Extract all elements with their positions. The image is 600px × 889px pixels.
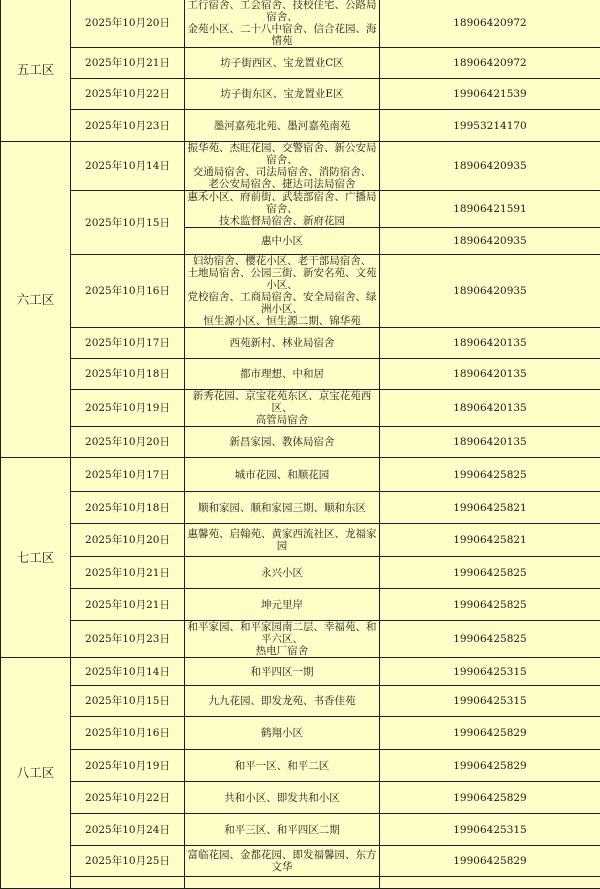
table-row bbox=[1, 390, 600, 427]
area-cell bbox=[185, 191, 380, 228]
area-line: 热电厂宿舍 bbox=[187, 645, 377, 657]
schedule-body bbox=[1, 0, 600, 889]
area-line: 西苑新村、林业局宿舍 bbox=[187, 337, 377, 349]
table-row bbox=[1, 717, 600, 750]
area-line: 坊子街东区、宝龙置业E区 bbox=[187, 88, 377, 100]
table-row bbox=[1, 359, 600, 390]
phone-cell: 19906425829 bbox=[380, 846, 600, 877]
area-cell bbox=[185, 390, 380, 427]
phone-cell: 19906425825 bbox=[380, 621, 600, 658]
table-row bbox=[1, 492, 600, 524]
area-cell bbox=[185, 750, 380, 782]
phone-cell: 19906425821 bbox=[380, 524, 600, 557]
table-row bbox=[1, 589, 600, 621]
table-row bbox=[1, 782, 600, 814]
table-row bbox=[1, 814, 600, 846]
area-line: 党校宿舍、工商局宿舍、安全局宿舍、绿洲小区、 bbox=[187, 291, 377, 315]
area-line: 工行宿舍、工会宿舍、技校住宅、公路局宿舍、 bbox=[187, 0, 377, 23]
area-line: 富临花园、金都花园、即发福馨园、东方文华 bbox=[187, 849, 377, 873]
phone-cell: 18906420135 bbox=[380, 328, 600, 359]
phone-cell: 19953214170 bbox=[380, 110, 600, 142]
area-cell bbox=[185, 458, 380, 492]
table-row bbox=[1, 686, 600, 717]
date-cell: 2025年10月17日 bbox=[71, 328, 185, 359]
area-cell bbox=[185, 0, 380, 48]
phone-cell: 18906420935 bbox=[380, 142, 600, 191]
area-line: 高管局宿舍 bbox=[187, 414, 377, 426]
area-line: 振华苑、杰旺花园、交警宿舍、新公安局宿舍、 bbox=[187, 142, 377, 166]
table-row bbox=[1, 110, 600, 142]
phone-cell: 18906420135 bbox=[380, 427, 600, 458]
area-cell bbox=[185, 621, 380, 658]
date-cell: 2025年10月15日 bbox=[71, 686, 185, 717]
area-cell bbox=[185, 255, 380, 328]
table-row bbox=[1, 427, 600, 458]
date-cell bbox=[71, 877, 185, 889]
date-cell: 2025年10月16日 bbox=[71, 717, 185, 750]
area-cell bbox=[185, 557, 380, 589]
date-cell: 2025年10月22日 bbox=[71, 79, 185, 110]
date-cell: 2025年10月20日 bbox=[71, 0, 185, 48]
table-row bbox=[1, 621, 600, 658]
table-row bbox=[1, 557, 600, 589]
area-cell bbox=[185, 717, 380, 750]
area-cell bbox=[185, 589, 380, 621]
date-cell: 2025年10月20日 bbox=[71, 427, 185, 458]
district-name-cell: 五工区 bbox=[1, 0, 71, 142]
phone-cell: 18906420972 bbox=[380, 48, 600, 79]
table-row bbox=[1, 79, 600, 110]
phone-cell: 19906425315 bbox=[380, 814, 600, 846]
phone-cell: 18906420135 bbox=[380, 390, 600, 427]
phone-cell: 19906425315 bbox=[380, 658, 600, 686]
area-cell bbox=[185, 782, 380, 814]
area-line: 恒生源小区、恒生源二期、锦华苑 bbox=[187, 315, 377, 327]
area-line: 惠禾小区、府前街、武装部宿舍、广播局宿舍、 bbox=[187, 191, 377, 215]
date-cell: 2025年10月22日 bbox=[71, 782, 185, 814]
date-cell: 2025年10月19日 bbox=[71, 750, 185, 782]
area-line: 都市理想、中和居 bbox=[187, 368, 377, 380]
table-row bbox=[1, 458, 600, 492]
table-row bbox=[1, 524, 600, 557]
area-cell bbox=[185, 686, 380, 717]
area-cell bbox=[185, 359, 380, 390]
area-cell bbox=[185, 142, 380, 191]
area-line: 墨河嘉苑北苑、墨河嘉苑南苑 bbox=[187, 120, 377, 132]
phone-cell: 18906420935 bbox=[380, 255, 600, 328]
table-row bbox=[1, 877, 600, 889]
area-cell bbox=[185, 110, 380, 142]
table-row bbox=[1, 142, 600, 191]
area-line: 城市花园、和顺花园 bbox=[187, 469, 377, 481]
table-row bbox=[1, 48, 600, 79]
date-cell: 2025年10月24日 bbox=[71, 814, 185, 846]
table-row bbox=[1, 658, 600, 686]
date-cell: 2025年10月21日 bbox=[71, 48, 185, 79]
area-line: 九九花园、即发龙苑、书香佳苑 bbox=[187, 695, 377, 707]
area-line: 新昌家园、教体局宿舍 bbox=[187, 436, 377, 448]
area-line: 和平家园、和平家园南二层、幸福苑、和平六区、 bbox=[187, 621, 377, 645]
date-cell: 2025年10月18日 bbox=[71, 492, 185, 524]
area-line: 金苑小区、二十八中宿舍、信合花园、海情苑 bbox=[187, 23, 377, 47]
area-cell bbox=[185, 846, 380, 877]
date-cell: 2025年10月21日 bbox=[71, 557, 185, 589]
area-cell bbox=[185, 492, 380, 524]
area-cell bbox=[185, 814, 380, 846]
district-name-cell: 八工区 bbox=[1, 658, 71, 889]
date-cell: 2025年10月14日 bbox=[71, 142, 185, 191]
phone-cell: 19906425315 bbox=[380, 686, 600, 717]
phone-cell: 19906425821 bbox=[380, 492, 600, 524]
area-cell bbox=[185, 427, 380, 458]
area-line: 和平一区、和平二区 bbox=[187, 760, 377, 772]
phone-cell: 19906425825 bbox=[380, 589, 600, 621]
area-cell bbox=[185, 228, 380, 255]
phone-cell: 19906425829 bbox=[380, 750, 600, 782]
area-line: 共和小区、即发共和小区 bbox=[187, 792, 377, 804]
phone-cell: 18906420972 bbox=[380, 0, 600, 48]
phone-cell: 19906425825 bbox=[380, 557, 600, 589]
area-cell bbox=[185, 524, 380, 557]
table-row bbox=[1, 750, 600, 782]
area-cell bbox=[185, 328, 380, 359]
date-cell: 2025年10月14日 bbox=[71, 658, 185, 686]
area-line: 惠中小区 bbox=[187, 235, 377, 247]
district-name-cell: 六工区 bbox=[1, 142, 71, 458]
area-line: 永兴小区 bbox=[187, 567, 377, 579]
date-cell: 2025年10月25日 bbox=[71, 846, 185, 877]
date-cell: 2025年10月23日 bbox=[71, 621, 185, 658]
area-line: 老公安局宿舍、捷达司法局宿舍 bbox=[187, 178, 377, 190]
date-cell: 2025年10月23日 bbox=[71, 110, 185, 142]
phone-cell: 19906425829 bbox=[380, 717, 600, 750]
table-row bbox=[1, 328, 600, 359]
phone-cell: 18906420135 bbox=[380, 359, 600, 390]
area-line: 鹤翔小区 bbox=[187, 727, 377, 739]
area-cell bbox=[185, 48, 380, 79]
table-row bbox=[1, 0, 600, 48]
area-line: 新秀花园、京宝花苑东区、京宝花苑西区、 bbox=[187, 390, 377, 414]
phone-cell: 19906425829 bbox=[380, 782, 600, 814]
phone-cell: 18906420935 bbox=[380, 228, 600, 255]
table-row bbox=[1, 255, 600, 328]
phone-cell: 19906421539 bbox=[380, 79, 600, 110]
area-line: 妇幼宿舍、樱花小区、老干部局宿舍、 bbox=[187, 255, 377, 267]
phone-cell: 18906421591 bbox=[380, 191, 600, 228]
area-line: 坊子街西区、宝龙置业C区 bbox=[187, 57, 377, 69]
area-cell bbox=[185, 79, 380, 110]
area-line: 土地局宿舍、公园三街、新安名苑、文苑小区、 bbox=[187, 267, 377, 291]
area-cell bbox=[185, 658, 380, 686]
date-cell: 2025年10月16日 bbox=[71, 255, 185, 328]
area-line: 顺和家园、顺和家园三期、顺和东区 bbox=[187, 502, 377, 514]
date-cell: 2025年10月19日 bbox=[71, 390, 185, 427]
area-line: 技术监督局宿舍、新府花园 bbox=[187, 215, 377, 227]
area-line: 和平四区一期 bbox=[187, 666, 377, 678]
phone-cell bbox=[380, 877, 600, 889]
area-line: 交通局宿舍、司法局宿舍、消防宿舍、 bbox=[187, 166, 377, 178]
date-cell: 2025年10月20日 bbox=[71, 524, 185, 557]
area-line: 坤元里岸 bbox=[187, 599, 377, 611]
date-cell: 2025年10月17日 bbox=[71, 458, 185, 492]
date-cell: 2025年10月21日 bbox=[71, 589, 185, 621]
district-name-cell: 七工区 bbox=[1, 458, 71, 658]
table-row bbox=[1, 191, 600, 228]
date-cell: 2025年10月15日 bbox=[71, 191, 185, 255]
area-line: 惠馨苑、启翰苑、黄家西流社区、龙福家园 bbox=[187, 528, 377, 552]
date-cell: 2025年10月18日 bbox=[71, 359, 185, 390]
table-row bbox=[1, 846, 600, 877]
area-cell bbox=[185, 877, 380, 889]
phone-cell: 19906425825 bbox=[380, 458, 600, 492]
area-line: 和平三区、和平四区二期 bbox=[187, 824, 377, 836]
